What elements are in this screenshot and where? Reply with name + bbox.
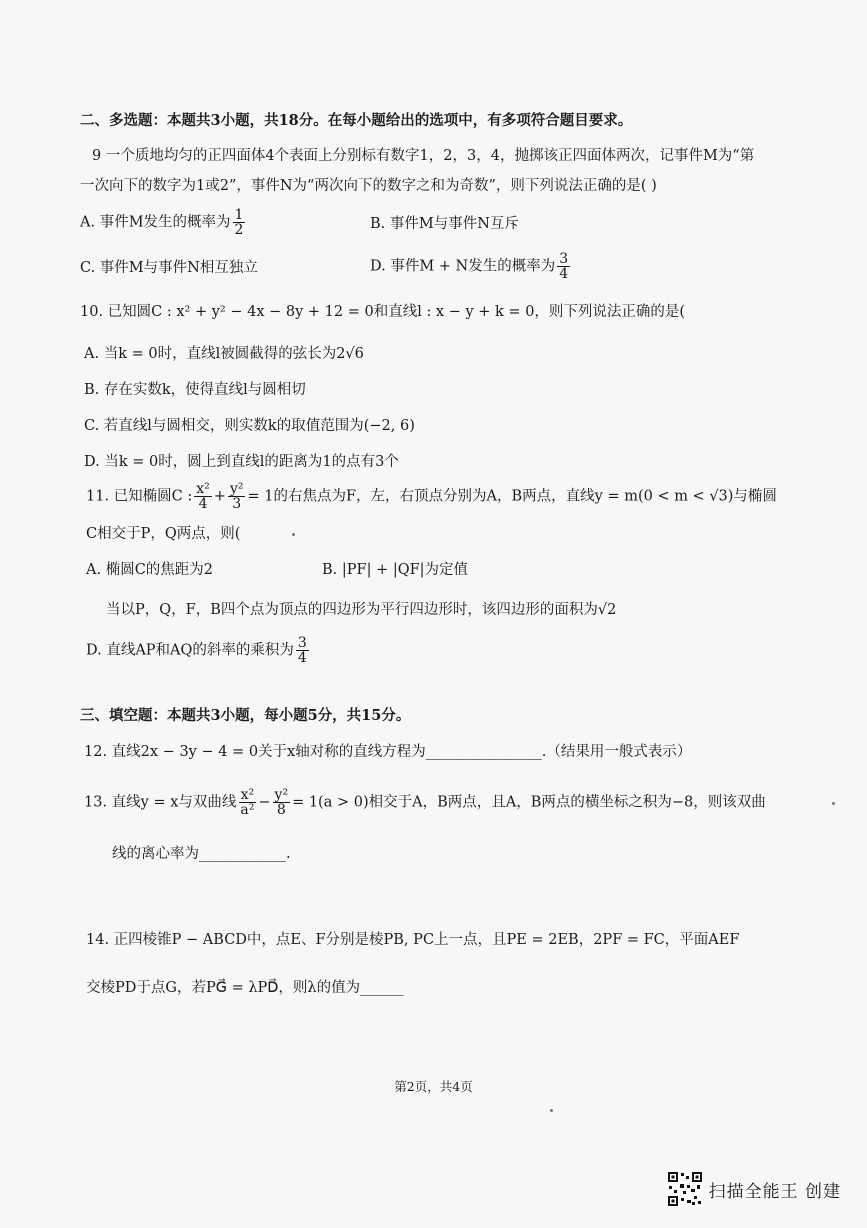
scan-speck <box>550 1109 553 1112</box>
q13-minus: − <box>258 794 271 811</box>
q11-fraction-1 <box>194 482 212 511</box>
q11-option-b: B. |PF| + |QF|为定值 <box>322 562 469 578</box>
q10-option-a: A. 当k = 0时，直线l被圆截得的弦长为2√6 <box>84 346 364 362</box>
scanner-watermark <box>667 1171 841 1207</box>
q11-fraction-2-numerator: y² <box>229 481 244 497</box>
q14-stem-line1: 14. 正四棱锥P − ABCD中，点E、F分别是棱PB, PC上一点，且PE = 2EB，2PF = FC，平面AEF <box>86 932 740 948</box>
q13-fraction-1-numerator: x² <box>240 787 255 803</box>
q9-option-a-text: A. 事件M发生的概率为 <box>80 214 231 231</box>
q9-option-a-denominator: 2 <box>234 222 244 238</box>
q12-text: 12. 直线2x − 3y − 4 = 0关于x轴对称的直线方程为________________.（结果用一般式表示） <box>84 744 692 760</box>
q10-option-c: C. 若直线l与圆相交，则实数k的取值范围为(−2, 6) <box>84 418 415 434</box>
q9-stem-line1: 9 一个质地均匀的正四面体4个表面上分别标有数字1，2，3，4，抛掷该正四面体两次，记事件M为“第 <box>92 148 755 164</box>
q10-option-d: D. 当k = 0时，圆上到直线l的距离为1的点有3个 <box>84 454 399 470</box>
q11-stem-line1 <box>86 482 777 511</box>
section3-heading: 三、填空题：本题共3小题，每小题5分，共15分。 <box>80 707 411 724</box>
q13-fraction-1-denominator: a² <box>240 802 255 818</box>
q9-option-b: B. 事件M与事件N互斥 <box>370 216 519 232</box>
scan-speck <box>292 533 295 536</box>
q11-option-c: 当以P，Q，F，B四个点为顶点的四边形为平行四边形时，该四边形的面积为√2 <box>106 602 617 618</box>
q9-option-a <box>80 208 247 237</box>
q11-option-d <box>86 636 311 665</box>
q11-fraction-1-denominator: 4 <box>198 496 208 512</box>
q13-stem-post: = 1(a > 0)相交于A，B两点，且A，B两点的横坐标之积为−8，则该双曲 <box>292 794 766 811</box>
q11-option-a: A. 椭圆C的焦距为2 <box>86 562 214 578</box>
q11-option-d-text: D. 直线AP和AQ的斜率的乘积为 <box>86 642 294 659</box>
q11-option-d-denominator: 4 <box>297 650 307 666</box>
q11-stem-line2: C相交于P，Q两点，则( <box>86 526 241 542</box>
section2-heading: 二、多选题：本题共3小题，共18分。在每小题给出的选项中，有多项符合题目要求。 <box>80 112 633 129</box>
page-number-footer: 第2页，共4页 <box>394 1079 473 1094</box>
q14-stem-line2: 交棱PD于点G，若PG⃗ = λPD⃗，则λ的值为______ <box>86 980 404 996</box>
q11-stem-pre: 11. 已知椭圆C : <box>86 488 193 505</box>
q11-fraction-2 <box>228 482 246 511</box>
q9-option-d-fraction <box>557 252 570 281</box>
q13-stem-pre: 13. 直线y = x与双曲线 <box>84 794 237 811</box>
q11-stem-post: = 1的右焦点为F，左，右顶点分别为A，B两点，直线y = m(0 < m < √3)与椭圆 <box>247 488 777 505</box>
q9-option-a-fraction <box>233 208 246 237</box>
q9-option-d-text: D. 事件M + N发生的概率为 <box>370 258 556 275</box>
q13-fraction-2-denominator: 8 <box>276 802 286 818</box>
q13-fraction-2-numerator: y² <box>274 787 289 803</box>
q10-stem: 10. 已知圆C : x² + y² − 4x − 8y + 12 = 0和直线l : x − y + k = 0，则下列说法正确的是( <box>80 304 686 320</box>
q9-option-d <box>370 252 572 281</box>
scan-speck <box>832 802 835 805</box>
q13-stem-line2: 线的离心率为____________. <box>112 846 291 862</box>
q9-option-c: C. 事件M与事件N相互独立 <box>80 260 258 276</box>
q13-fraction-1 <box>238 788 256 817</box>
q10-option-b: B. 存在实数k，使得直线l与圆相切 <box>84 382 306 398</box>
q9-stem-line2: 一次向下的数字为1或2”，事件N为“两次向下的数字之和为奇数”，则下列说法正确的是( ) <box>80 178 657 194</box>
q9-option-d-numerator: 3 <box>559 251 569 267</box>
q11-option-d-numerator: 3 <box>297 635 307 651</box>
q9-option-d-denominator: 4 <box>559 266 569 282</box>
q13-stem-line1 <box>84 788 766 817</box>
q11-option-d-fraction <box>296 636 309 665</box>
q11-fraction-2-denominator: 3 <box>232 496 242 512</box>
q11-fraction-1-numerator: x² <box>196 481 210 497</box>
q9-option-a-numerator: 1 <box>234 207 244 223</box>
q13-fraction-2 <box>273 788 291 817</box>
watermark-text: 扫描全能王 创建 <box>708 1181 841 1202</box>
q11-plus: + <box>213 488 226 505</box>
qr-code-icon <box>667 1171 703 1207</box>
